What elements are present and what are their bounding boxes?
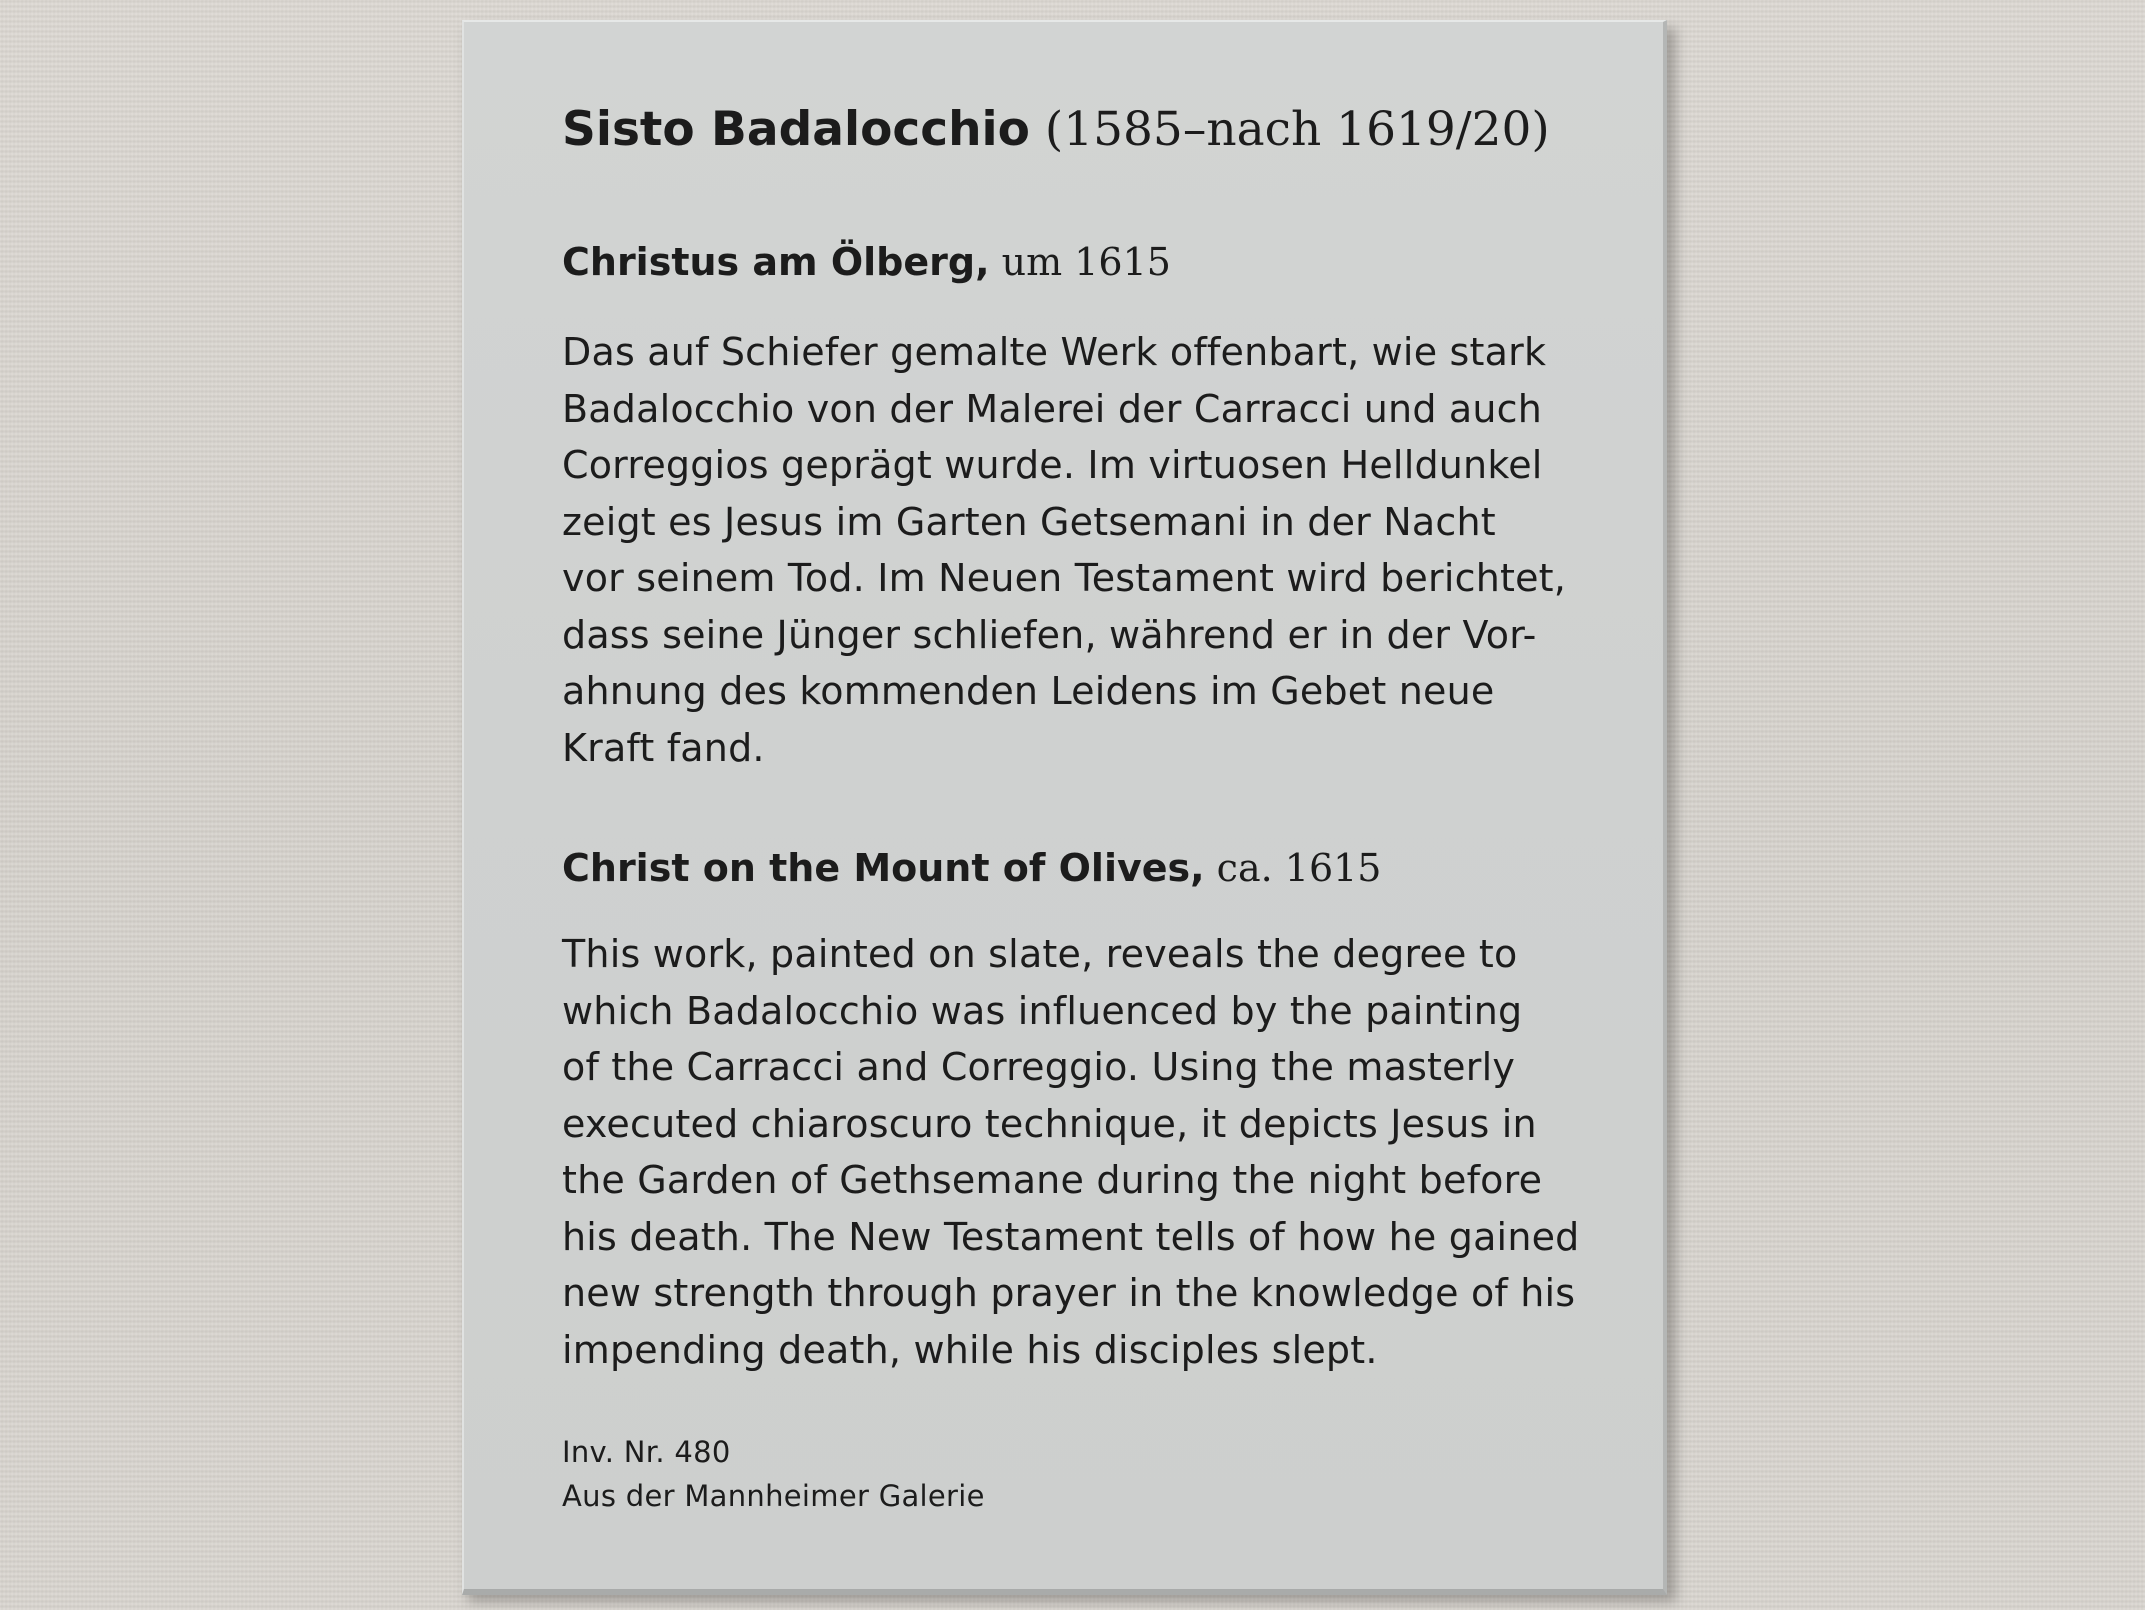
provenance: Aus der Mannheimer Galerie xyxy=(562,1479,985,1513)
artist-name: Sisto Badalocchio xyxy=(562,102,1030,157)
artist-heading xyxy=(562,102,1592,158)
museum-label-plaque xyxy=(462,20,1667,1595)
inventory-number: Inv. Nr. 480 xyxy=(562,1435,731,1469)
english-title: Christ on the Mount of Olives, xyxy=(562,846,1205,890)
english-title-line xyxy=(562,844,1592,892)
plaque-footer xyxy=(562,1430,1592,1518)
german-title-line xyxy=(562,238,1592,286)
english-description: This work, painted on slate, reveals the degree to which Badalocchio was influenced by the painting of the Carracci and Correggio. Using the masterly executed chiaroscuro technique, it depicts Jesus in the Garden of Gethsemane during the night before his death. The New Testament tells of how he gained new strength through prayer in the knowledge of his impending death, while his disciples slept. xyxy=(562,932,1580,1372)
plaque-content xyxy=(562,102,1592,1518)
german-date: um 1615 xyxy=(1001,240,1171,284)
english-date: ca. 1615 xyxy=(1216,846,1382,890)
artist-dates: (1585–nach 1619/20) xyxy=(1044,102,1550,157)
german-description: Das auf Schiefer gemalte Werk offenbart, wie stark Badalocchio von der Malerei der Carracci und auch Correggios geprägt wurde. Im virtuosen Helldunkel zeigt es Jesus im Garten Getsemani in der Nacht vor seinem Tod. Im Neuen Testament wird berichtet, dass seine Jünger schliefen, während er in der Vor- ahnung des kommenden Leidens im Gebet neue Kraft fand. xyxy=(562,330,1567,770)
german-title: Christus am Ölberg, xyxy=(562,240,990,284)
